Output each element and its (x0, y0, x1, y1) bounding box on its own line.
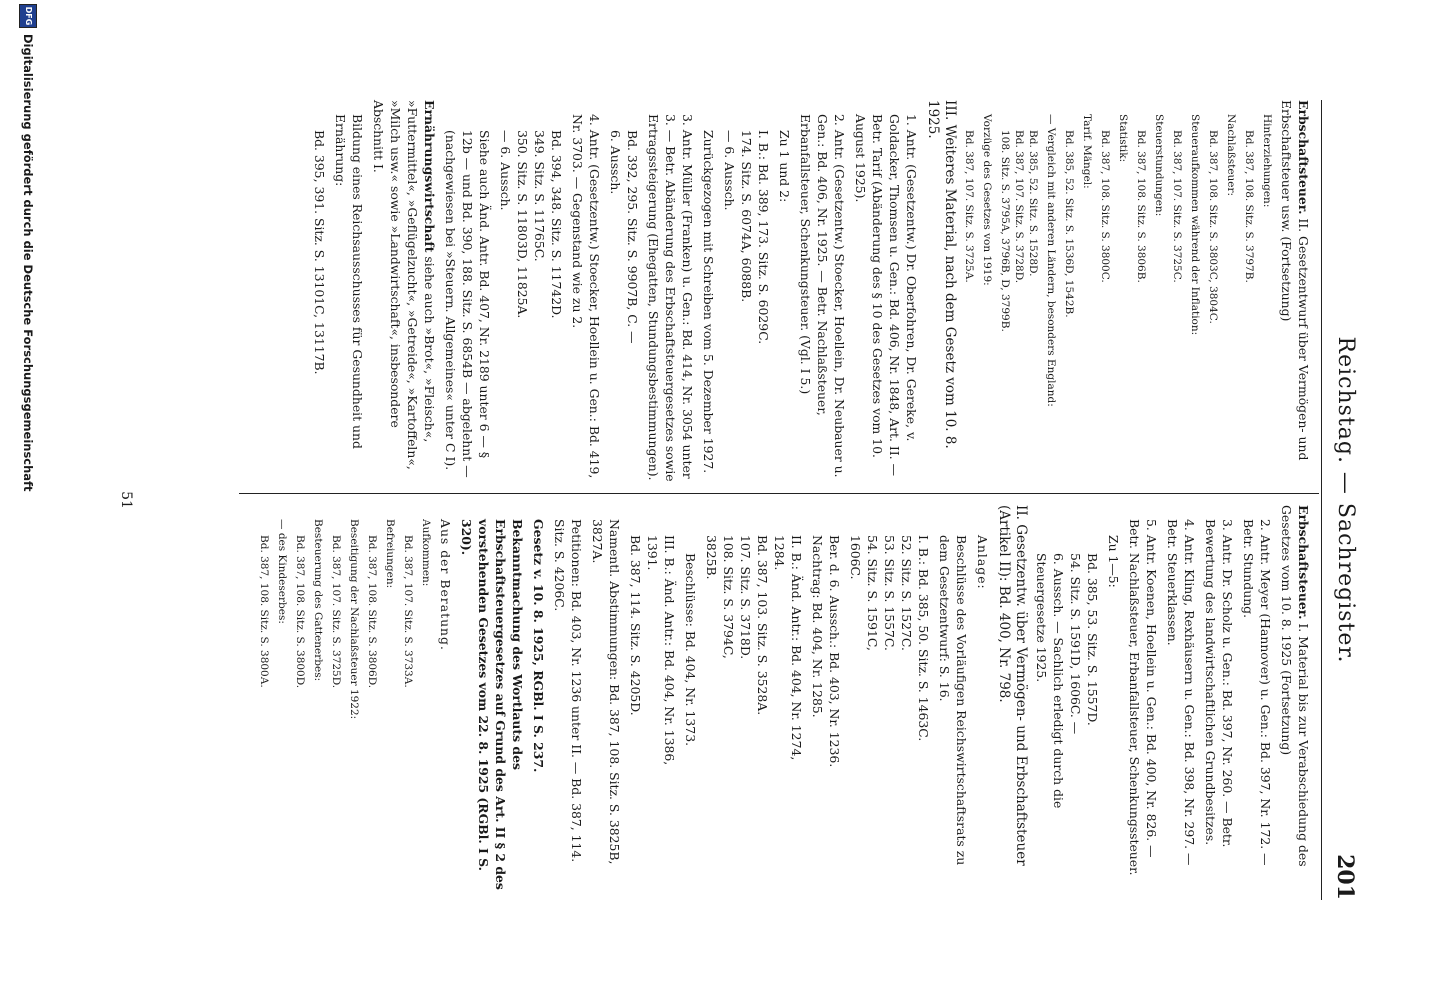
entry-text: Steueraufkommen während der Inflation: (1189, 114, 1201, 336)
entry-text: I. B.: Bd. 385, 50. Sitz. S. 1463C. 52. Sitz. S. 1527C. 53. Sitz. S. 1557C. 54. Sitz. S. 1591C, 1606C. (848, 535, 931, 742)
register-entry (974, 505, 991, 890)
register-entry (1152, 100, 1166, 485)
entry-text: — des Kindeserbes: (276, 519, 288, 624)
header-rule (1321, 100, 1322, 900)
entry-text: Bildung eines Reichsausschusses für Gesundheit und Ernährung: (333, 114, 365, 449)
register-entry (700, 100, 717, 485)
entry-text: Hinterziehungen: (1261, 114, 1273, 208)
register-entry (401, 505, 415, 890)
entry-text: I. B.: Bd. 389, 173. Sitz. S. 6029C. 174. Sitz. S. 6074A, 6088B. — 6. Aussch. (722, 130, 771, 345)
register-entry (847, 505, 932, 890)
entry-text: Besteuerung des Gattenerbes: (312, 519, 324, 682)
entry-text: Bd. 387, 108. Sitz. S. 3797B. (1243, 130, 1255, 283)
register-entry (607, 100, 641, 485)
register-entry (1202, 505, 1236, 890)
register-entry (1062, 100, 1076, 485)
register-entry (293, 505, 307, 890)
entry-text: Zu 1—5: (1106, 535, 1121, 588)
register-entry (458, 505, 526, 890)
entry-text: Bd. 395, 391. Sitz. S. 13101C, 13117B. (312, 130, 327, 375)
register-entry (383, 505, 397, 890)
entry-text: II. Gesetzentwurf über Vermögen- und Erbschaftsteuer usw. (Fortsetzung) (1279, 100, 1311, 461)
entry-text: I. Material bis zur Verabschiedung des Gesetzes vom 10. 8. 1925 (Fortsetzung) (1279, 505, 1311, 867)
entry-text: Zurückgezogen mit Schreiben vom 5. Dezember 1927. (701, 130, 716, 474)
register-entry (1033, 505, 1101, 890)
entry-text: Bd. 387, 107. Sitz. S. 3725D. (330, 535, 342, 689)
register-entry (797, 100, 848, 485)
entry-text: Bd. 392, 295. Sitz. S. 9907B, C. — 6. Aussch. (608, 130, 640, 344)
register-entry (1206, 100, 1220, 485)
register-entry (703, 505, 805, 890)
register-entry (442, 100, 493, 485)
entry-text: Bd. 387, 108. Sitz. S. 3800C. (1099, 130, 1111, 283)
entry-text: Aus der Beratung. (438, 519, 453, 651)
register-entry (1105, 505, 1122, 890)
digitization-text: Digitalisierung gefördert durch die Deutsche Forschungsgemeinschaft (21, 34, 35, 492)
entry-text: Bd. 387, 108. Sitz. S. 3803C, 3804C. (1207, 130, 1219, 324)
register-entry (329, 505, 343, 890)
register-entry (1116, 100, 1130, 485)
entry-text: Beschlüsse des Vorläufigen Reichswirtschaftsrats zu dem Gesetzentwurf: S. 16. (937, 535, 969, 866)
register-entry (1164, 505, 1198, 890)
register-entry (852, 100, 920, 485)
register-entry (1242, 100, 1256, 485)
entry-text: Bd. 387, 107. Sitz. S. 3733A. (402, 535, 414, 688)
entry-text: 5. Antr. Koenen, Hoellein u. Gen.: Bd. 400, Nr. 826. — Betr. Nachlaßsteuer, Erbanfallsteuer, Schenkungssteuer. (1127, 519, 1159, 876)
register-entry (936, 505, 970, 890)
entry-text: 2. Antr. Meyer (Hannover) u. Gen.: Bd. 397, Nr. 172. — Betr. Stundung. (1241, 519, 1273, 866)
entry-text: Bd. 385, 53. Sitz. S. 1557D. 54. Sitz. S. 1591D, 1606C. — 6. Aussch. — Sachlich erledigt durch die Steuergesetze 1925. (1034, 553, 1100, 809)
register-entry (1098, 100, 1112, 485)
entry-text: Bd. 387, 108. Sitz. S. 3800D. (294, 535, 306, 689)
register-entry (1260, 100, 1274, 485)
entry-text: Namentl. Abstimmungen: Bd. 387, 108. Sitz. S. 3825B, 3827A. (590, 519, 622, 865)
register-entry (682, 505, 699, 890)
entry-heading: Erbschaftsteuer. (1296, 100, 1311, 215)
register-entry (1188, 100, 1202, 485)
register-entry (275, 505, 289, 890)
entry-text: siehe auch »Brot«, »Fleisch«, »Futtermittel«, »Geflügelzucht«, »Getreide«, »Kartoffeln«, »Milch usw.« sowie »Landwirtschaft«, insbesondere Abschnitt I. (371, 100, 437, 470)
entry-text: Tarif. Mängel: (1081, 114, 1093, 189)
register-column-left (253, 505, 1312, 890)
register-entry (332, 100, 366, 485)
register-entry (370, 100, 438, 485)
register-entry (995, 505, 1029, 890)
register-entry (1278, 505, 1312, 890)
entry-text: Anlage: (975, 535, 990, 590)
entry-text: Bd. 385, 52. Sitz. S. 1536D, 1542B. (1063, 130, 1075, 318)
register-entry (962, 100, 976, 485)
register-entry (998, 100, 1040, 485)
entry-text: 3. Antr. Müller (Franken) u. Gen.: Bd. 414, Nr. 3054 unter 3. — Betr. Abänderung des Erbschaftsteuergesetzes sowie Ertragssteigerung (Ehegatten, Stundungsbestimmungen). (646, 114, 695, 482)
running-title: Reichstag. — Sachregister. (1333, 336, 1358, 664)
entry-text: Beseitigung der Nachlaßsteuer 1922: (348, 519, 360, 720)
register-entry (437, 505, 454, 890)
entry-text: Siehe auch Änd. Antr. Bd. 407, Nr. 2189 unter 6 — § 12b — und Bd. 390, 188. Sitz. S. 6854B — abgelehnt — (nachgewiesen bei »Steuern. Allgemeines« unter C I). (443, 130, 492, 478)
register-entry (1126, 505, 1160, 890)
entry-text: Statistik: (1117, 114, 1129, 163)
register-entry (645, 100, 696, 485)
scan-page-footer: 51 (118, 491, 134, 509)
register-entry (1278, 100, 1312, 485)
register-entry (589, 505, 623, 890)
register-entry (1170, 100, 1184, 485)
entry-text: Befreiungen: (384, 519, 396, 589)
register-entry (1240, 505, 1274, 890)
entry-text: Vorzüge des Gesetzes von 1919: (981, 114, 993, 286)
register-entry (347, 505, 361, 890)
register-entry (257, 505, 271, 890)
entry-text: 4. Antr. Kling, Rexhäusern u. Gen.: Bd. 398, Nr. 297. — Betr. Steuerklassen. (1165, 519, 1197, 866)
register-entry (627, 505, 678, 890)
digitization-notice (14, 4, 42, 994)
register-entry (311, 505, 325, 890)
entry-text: 2. Antr. (Gesetzentw.) Stoecker, Hoellein, Dr. Neubauer u. Gen.: Bd. 406, Nr. 1925. — Betr. Nachlaßsteuer, Erbanfallsteuer, Schenkungsteuer. (Vgl. I 5.) (798, 114, 847, 478)
entry-text: 4. Antr. (Gesetzentw.) Stoecker, Hoellein u. Gen.: Bd. 419, Nr. 3703. — Gegenstand wie zu 2. (570, 114, 602, 479)
register-entry (569, 100, 603, 485)
entry-heading: Ernährungswirtschaft (422, 100, 437, 253)
entry-text: Petitionen: Bd. 403, Nr. 1236 unter II. — Bd. 387, 114. Sitz. S. 4206C. (552, 519, 584, 863)
register-entry (551, 505, 585, 890)
register-entry (497, 100, 565, 485)
register-entry (365, 505, 379, 890)
entry-text: II. B.: Änd. Antr.: Bd. 404, Nr. 1274, 1284. Bd. 387, 103. Sitz. S. 3528A. 107. Sitz. S. 3718D. 108. Sitz. S. 3794C, 3825B. (704, 535, 804, 761)
entry-text: 3. Antr. Dr. Scholz u. Gen.: Bd. 397, Nr. 260. — Betr. Bewertung des landwirtschaftlichen Grundbesitzes. (1203, 519, 1235, 848)
register-entry (530, 505, 547, 890)
dfg-logo-icon: DFG (19, 4, 37, 28)
page-header (1322, 100, 1364, 900)
entry-text: Nachlaßsteuer: (1225, 114, 1237, 197)
entry-text: Bd. 394, 348. Sitz. S. 11742D. 349. Sitz. S. 11765C. 350. Sitz. S. 11803D, 11825A. — 6. Aussch. (498, 130, 564, 319)
entry-text: Beschlüsse: Bd. 404, Nr. 1373. (683, 553, 698, 747)
register-entry (311, 100, 328, 485)
entry-text: Bd. 387, 107. Sitz. S. 3725C. (1171, 130, 1183, 283)
entry-text: Ber. d. 6. Aussch.: Bd. 403, Nr. 1236. Nachtrag: Bd. 404, Nr. 1285. (810, 535, 842, 768)
entry-text: Bd. 387, 108. Sitz. S. 3800A. (258, 535, 270, 688)
column-divider (239, 493, 1319, 494)
entry-text: III. B.: Änd. Antr.: Bd. 404, Nr. 1386, 1391. Bd. 387, 114. Sitz. S. 4205D. (628, 535, 677, 766)
register-entry (1224, 100, 1238, 485)
register-entry (419, 505, 433, 890)
register-entry (1044, 100, 1058, 485)
entry-text: III. Weiteres Material, nach dem Gesetz vom 10. 8. 1925. (925, 100, 958, 449)
register-entry (809, 505, 843, 890)
register-entry (980, 100, 994, 485)
register-entry (721, 100, 772, 485)
entry-text: 1. Antr. (Gesetzentw.) Dr. Oberfohren, Dr. Gereke, v. Goldacker, Thomsen u. Gen.: Bd. 406, Nr. 1848, Art. II. — Betr. Tarif (Abänderung des § 10 des Gesetzes vom 10. August 1925). (853, 114, 919, 476)
entry-heading: Erbschaftsteuer. (1296, 505, 1311, 620)
entry-text: Bekanntmachung des Wortlauts des Erbschaftsteuergesetzes auf Grund des Art. II § 2 des vorstehenden Gesetzes vom 22. 8. 1925 (RGBl. I S. 320). (459, 519, 525, 890)
entry-text: Zu 1 und 2: (777, 130, 792, 203)
entry-text: Bd. 387, 107. Sitz. S. 3725A. (963, 130, 975, 283)
register-column-right (307, 100, 1312, 485)
page-number: 201 (1332, 854, 1358, 900)
entry-text: Bd. 385, 52. Sitz. S. 1528D. Bd. 387, 107. Sitz. S. 3728D. 108. Sitz. S. 3795A, 3796B, D, 3799B. (999, 130, 1039, 332)
entry-text: Aufkommen: (420, 519, 432, 587)
entry-text: Bd. 387, 108. Sitz. S. 3806D. (366, 535, 378, 689)
register-entry (924, 100, 958, 485)
entry-text: Steuerstundungen: (1153, 114, 1165, 217)
entry-text: Bd. 387, 108. Sitz. S. 3806B. (1135, 130, 1147, 283)
entry-text: — Vergleich mit anderen Ländern, besonders England: (1045, 114, 1057, 407)
register-entry (1080, 100, 1094, 485)
entry-text: Gesetz v. 10. 8. 1925, RGBl. I S. 237. (531, 519, 546, 773)
register-entry (776, 100, 793, 485)
register-entry (1134, 100, 1148, 485)
entry-text: II. Gesetzentw. über Vermögen- und Erbschaftsteuer (Artikel II): Bd. 400, Nr. 798. (996, 505, 1029, 866)
